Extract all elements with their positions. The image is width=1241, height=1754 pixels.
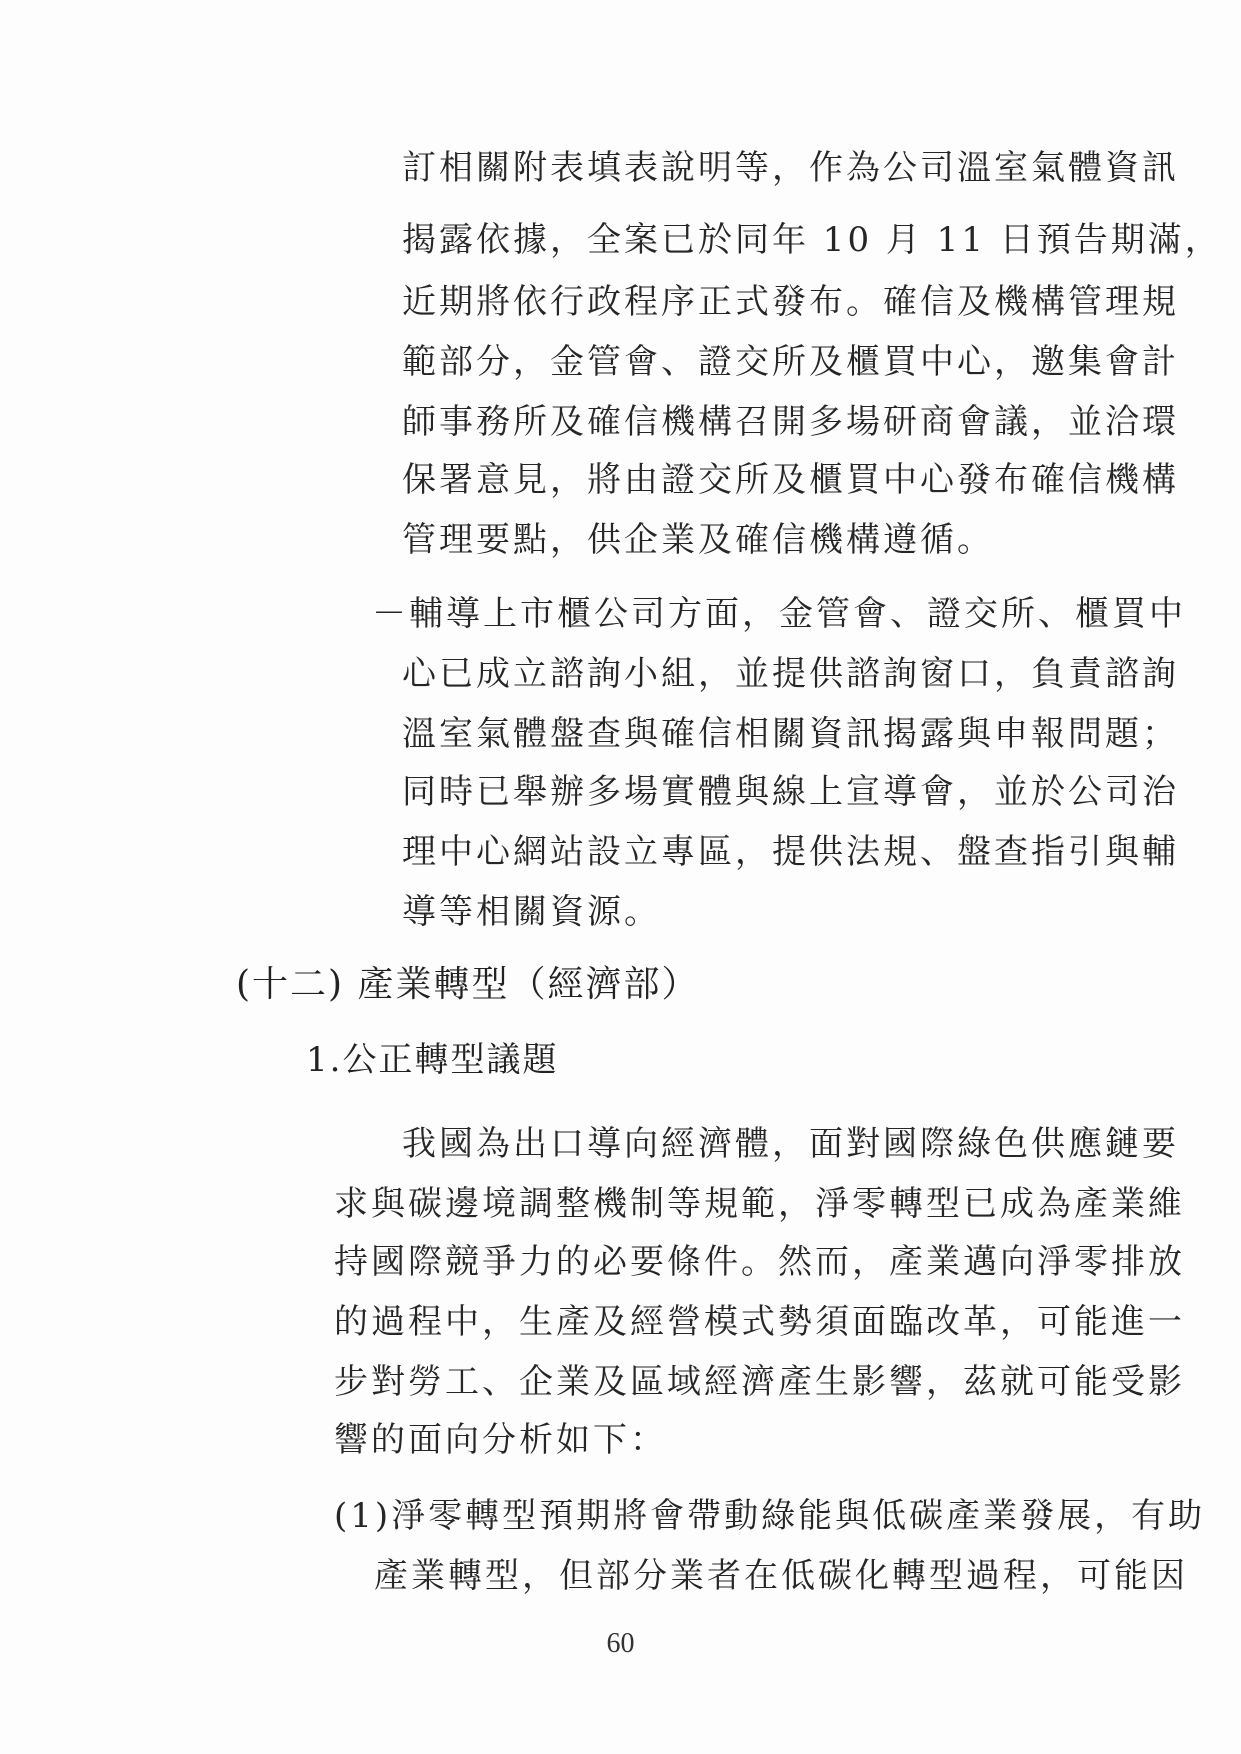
page-number: 60 <box>606 1628 635 1659</box>
section-heading: (十二) 產業轉型（經濟部） <box>236 964 700 1005</box>
paragraph-line: 訂相關附表填表說明等，作為公司溫室氣體資訊 <box>402 148 1179 188</box>
paragraph-line: 持國際競爭力的必要條件。然而，產業邁向淨零排放 <box>334 1242 1185 1282</box>
paragraph-line: 我國為出口導向經濟體，面對國際綠色供應鏈要 <box>402 1124 1179 1164</box>
paragraph-line: 求與碳邊境調整機制等規範，淨零轉型已成為產業維 <box>334 1184 1185 1224</box>
paragraph-line: 揭露依據，全案已於同年 10 月 11 日預告期滿， <box>402 220 1222 260</box>
paragraph-line: 範部分，金管會、證交所及櫃買中心，邀集會計 <box>402 342 1179 382</box>
paragraph-line: 保署意見，將由證交所及櫃買中心發布確信機構 <box>402 460 1179 500</box>
list-item-line: 產業轉型，但部分業者在低碳化轉型過程，可能因 <box>374 1556 1188 1596</box>
paragraph-line: 的過程中，生產及經營模式勢須面臨改革，可能進一 <box>334 1302 1185 1342</box>
paragraph-line: 步對勞工、企業及區域經濟產生影響，茲就可能受影 <box>334 1362 1185 1402</box>
paragraph-line: 響的面向分析如下： <box>334 1420 667 1460</box>
paragraph-line: 導等相關資源。 <box>402 892 661 932</box>
paragraph-line: 管理要點，供企業及確信機構遵循。 <box>402 520 994 560</box>
paragraph-line: 理中心網站設立專區，提供法規、盤查指引與輔 <box>402 832 1179 872</box>
paragraph-line: 近期將依行政程序正式發布。確信及機構管理規 <box>402 282 1179 322</box>
paragraph-line: 師事務所及確信機構召開多場研商會議，並洽環 <box>402 402 1179 442</box>
paragraph-line: 同時已舉辦多場實體與線上宣導會，並於公司治 <box>402 772 1179 812</box>
paragraph-line: －輔導上市櫃公司方面，金管會、證交所、櫃買中 <box>372 594 1186 634</box>
paragraph-line: 溫室氣體盤查與確信相關資訊揭露與申報問題； <box>402 714 1179 754</box>
subsection-heading: 1.公正轉型議題 <box>306 1040 559 1080</box>
list-item-line: (1)淨零轉型預期將會帶動綠能與低碳產業發展，有助 <box>334 1496 1206 1536</box>
paragraph-line: 心已成立諮詢小組，並提供諮詢窗口，負責諮詢 <box>402 654 1179 694</box>
